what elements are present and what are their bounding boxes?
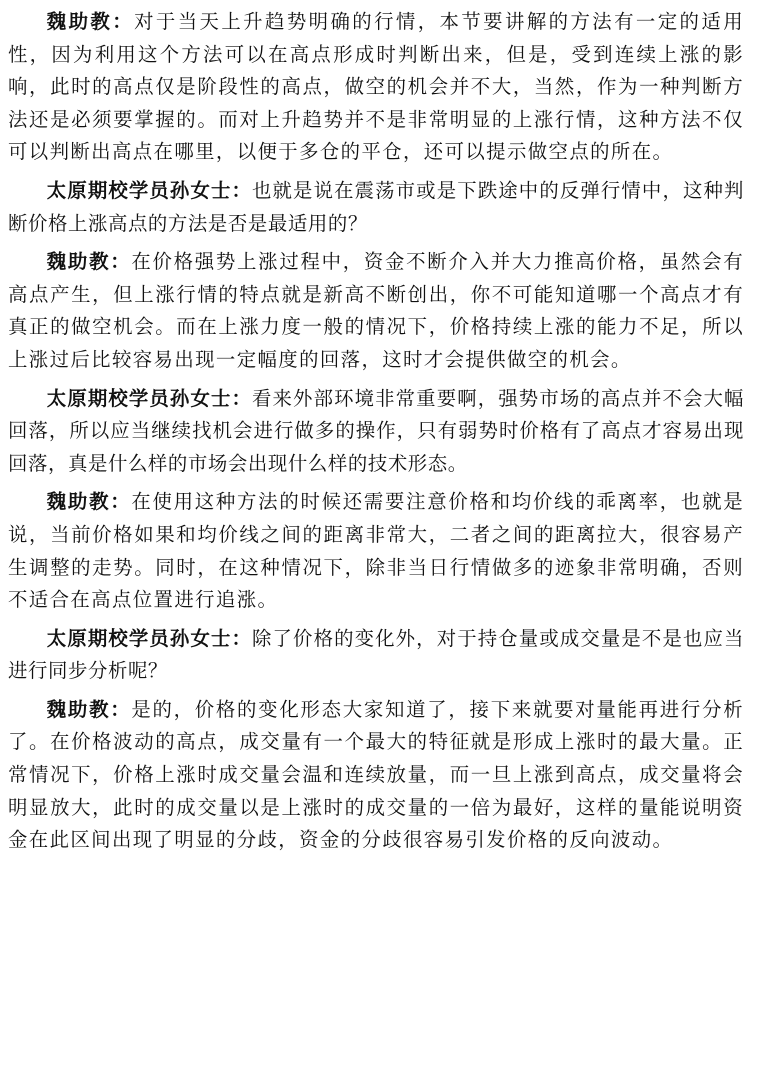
speaker-label: 太原期校学员孙女士： <box>46 626 253 650</box>
speaker-label: 魏助教： <box>46 10 135 33</box>
paragraph-2 <box>8 175 744 240</box>
paragraph-1 <box>8 6 744 169</box>
speaker-label: 魏助教： <box>46 490 132 514</box>
paragraph-3 <box>8 246 744 376</box>
paragraph-text: 在价格强势上涨过程中，资金不断介入并大力推高价格，虽然会有高点产生，但上涨行情的特点就是新高不断创出，你不可能知道哪一个高点才有真正的做空机会。而在上涨力度一般的情况下，价格持续上涨的能力不足，所以上涨过后比较容易出现一定幅度的回落，这时才会提供做空的机会。 <box>8 250 744 371</box>
paragraph-4 <box>8 383 744 481</box>
paragraph-6 <box>8 623 744 688</box>
speaker-label: 魏助教： <box>46 250 132 274</box>
paragraph-7 <box>8 694 744 857</box>
paragraph-text: 在使用这种方法的时候还需要注意价格和均价线的乖离率，也就是说，当前价格如果和均价线之间的距离非常大，二者之间的距离拉大，很容易产生调整的走势。同时，在这种情况下，除非当日行情做多的迹象非常明确，否则不适合在高点位置进行追涨。 <box>8 490 744 612</box>
speaker-label: 太原期校学员孙女士： <box>46 386 253 410</box>
paragraph-text: 看来外部环境非常重要啊，强势市场的高点并不会大幅回落，所以应当继续找机会进行做多的操作，只有弱势时价格有了高点才容易出现回落，真是什么样的市场会出现什么样的技术形态。 <box>8 386 744 475</box>
speaker-label: 魏助教： <box>46 697 132 721</box>
paragraph-text: 除了价格的变化外，对于持仓量或成交量是不是也应当进行同步分析呢？ <box>8 626 744 683</box>
paragraph-5 <box>8 486 744 616</box>
paragraph-text: 对于当天上升趋势明确的行情，本节要讲解的方法有一定的适用性，因为利用这个方法可以在高点形成时判断出来，但是，受到连续上涨的影响，此时的高点仅是阶段性的高点，做空的机会并不大，当然，作为一种判断方法还是必须要掌握的。而对上升趋势并不是非常明显的上涨行情，这种方法不仅可以判断出高点在哪里，以便于多仓的平仓，还可以提示做空点的所在。 <box>8 10 744 164</box>
speaker-label: 太原期校学员孙女士： <box>46 178 253 202</box>
paragraph-text: 也就是说在震荡市或是下跌途中的反弹行情中，这种判断价格上涨高点的方法是否是最适用的？ <box>8 178 744 235</box>
paragraph-text: 是的，价格的变化形态大家知道了，接下来就要对量能再进行分析了。在价格波动的高点，成交量有一个最大的特征就是形成上涨时的最大量。正常情况下，价格上涨时成交量会温和连续放量，而一旦上涨到高点，成交量将会明显放大，此时的成交量以是上涨时的成交量的一倍为最好，这样的量能说明资金在此区间出现了明显的分歧，资金的分歧很容易引发价格的反向波动。 <box>8 697 744 852</box>
